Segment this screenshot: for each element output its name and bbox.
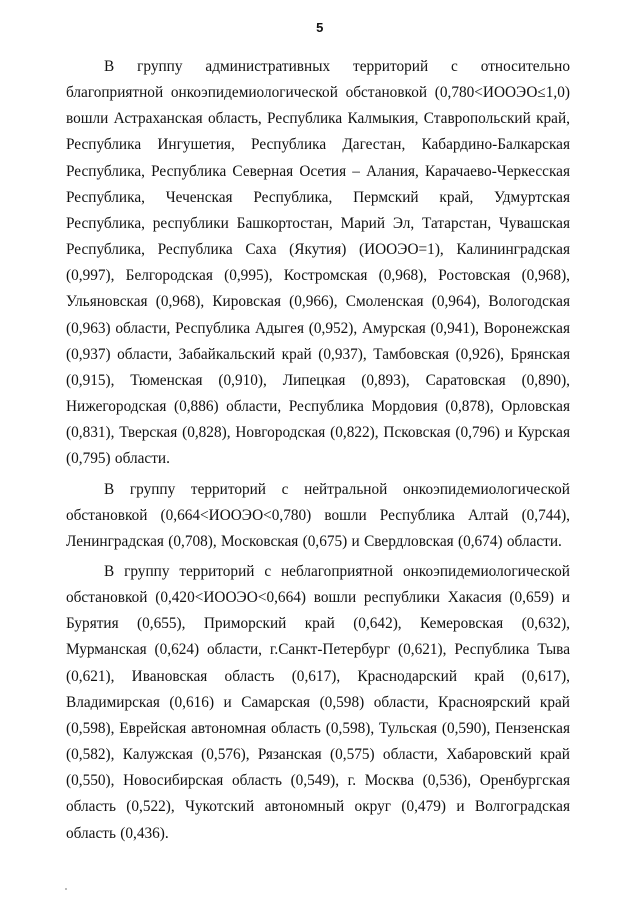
page-number: 5 <box>316 20 324 35</box>
document-body <box>66 54 570 851</box>
paragraph-unfavorable-group: В группу территорий с неблагоприятной онкоэпидемиологической обстановкой (0,420<ИООЭО<0,664) вошли республики Хакасия (0,659) и Бурятия (0,655), Приморский край (0,642), Кемеровская (0,632), Мурманская (0,624) области, г.Санкт-Петербург (0,621), Республика Тыва (0,621), Ивановская область (0,617), Краснодарский край (0,617), Владимирская (0,616) и Самарская (0,598) области, Красноярский край (0,598), Еврейская автономная область (0,598), Тульская (0,590), Пензенская (0,582), Калужская (0,576), Рязанская (0,575) области, Хабаровский край (0,550), Новосибирская область (0,549), г. Москва (0,536), Оренбургская область (0,522), Чукотский автономный округ (0,479) и Волгоградская область (0,436). <box>66 562 570 842</box>
scan-artifact-dot <box>65 888 67 890</box>
paragraph-neutral-group: В группу территорий с нейтральной онкоэпидемиологической обстановкой (0,664<ИООЭО<0,780) вошли Республика Алтай (0,744), Ленинградская (0,708), Московская (0,675) и Свердловская (0,674) области. <box>66 480 570 550</box>
paragraph-favorable-group: В группу административных территорий с относительно благоприятной онкоэпидемиологической обстановкой (0,780<ИООЭО≤1,0) вошли Астраханская область, Республика Калмыкия, Ставропольский край, Республика Ингушетия, Республика Дагестан, Кабардино-Балкарская Республика, Республика Северная Осетия – Алания, Карачаево-Черкесская Республика, Чеченская Республика, Пермский край, Удмуртская Республика, республики Башкортостан, Марий Эл, Татарстан, Чувашская Республика, Республика Саха (Якутия) (ИООЭО=1), Калининградская (0,997), Белгородская (0,995), Костромская (0,968), Ростовская (0,968), Ульяновская (0,968), Кировская (0,966), Смоленская (0,964), Вологодская (0,963) области, Республика Адыгея (0,952), Амурская (0,941), Воронежская (0,937) области, Забайкальский край (0,937), Тамбовская (0,926), Брянская (0,915), Тюменская (0,910), Липецкая (0,893), Саратовская (0,890), Нижегородская (0,886) области, Республика Мордовия (0,878), Орловская (0,831), Тверская (0,828), Новгородская (0,822), Псковская (0,796) и Курская (0,795) области. <box>66 58 570 468</box>
